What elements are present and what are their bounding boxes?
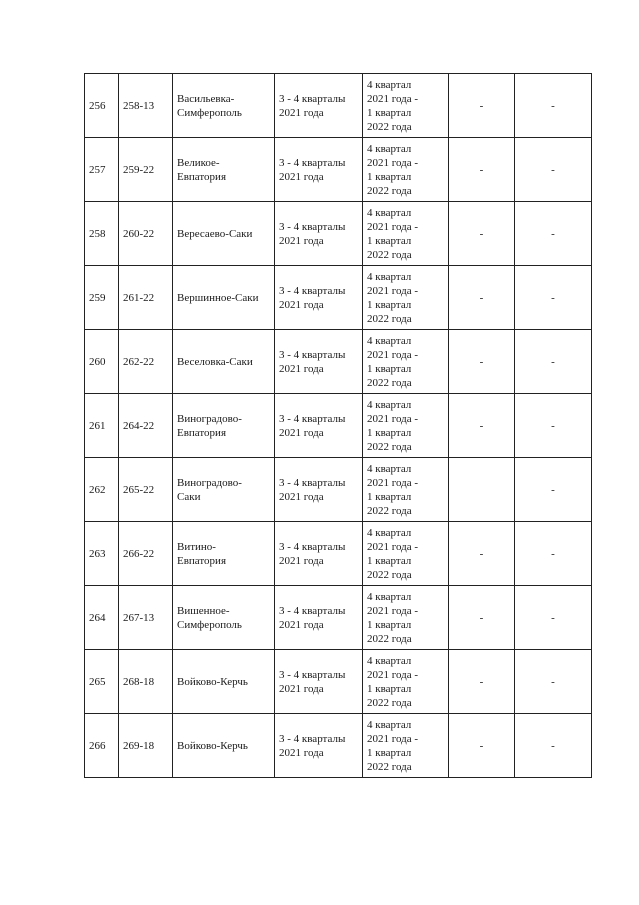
route-code: 259-22: [119, 138, 173, 202]
column-a-value: -: [449, 74, 515, 138]
table-row: [85, 74, 592, 138]
column-a-value: -: [449, 714, 515, 778]
route-name: Войково-Керчь: [173, 650, 275, 714]
column-b-value: -: [515, 650, 592, 714]
column-b-value: -: [515, 202, 592, 266]
column-b-value: -: [515, 74, 592, 138]
start-period: 3 - 4 кварталы 2021 года: [275, 138, 363, 202]
row-number: 260: [85, 330, 119, 394]
route-name: Войково-Керчь: [173, 714, 275, 778]
column-b-value: -: [515, 522, 592, 586]
table-row: [85, 650, 592, 714]
column-a-value: -: [449, 330, 515, 394]
table-row: [85, 138, 592, 202]
end-period: 4 квартал 2021 года - 1 квартал 2022 года: [363, 586, 449, 650]
row-number: 257: [85, 138, 119, 202]
column-b-value: -: [515, 330, 592, 394]
table-row: [85, 522, 592, 586]
row-number: 258: [85, 202, 119, 266]
start-period: 3 - 4 кварталы 2021 года: [275, 74, 363, 138]
table-row: [85, 458, 592, 522]
end-period: 4 квартал 2021 года - 1 квартал 2022 года: [363, 394, 449, 458]
start-period: 3 - 4 кварталы 2021 года: [275, 650, 363, 714]
column-a-value: -: [449, 650, 515, 714]
column-b-value: -: [515, 138, 592, 202]
column-b-value: -: [515, 586, 592, 650]
start-period: 3 - 4 кварталы 2021 года: [275, 330, 363, 394]
start-period: 3 - 4 кварталы 2021 года: [275, 586, 363, 650]
end-period: 4 квартал 2021 года - 1 квартал 2022 года: [363, 650, 449, 714]
row-number: 264: [85, 586, 119, 650]
row-number: 263: [85, 522, 119, 586]
table-row: [85, 266, 592, 330]
end-period: 4 квартал 2021 года - 1 квартал 2022 года: [363, 522, 449, 586]
route-code: 258-13: [119, 74, 173, 138]
row-number: 266: [85, 714, 119, 778]
column-a-value: -: [449, 266, 515, 330]
column-b-value: -: [515, 458, 592, 522]
start-period: 3 - 4 кварталы 2021 года: [275, 714, 363, 778]
route-code: 267-13: [119, 586, 173, 650]
route-name: Вишенное- Симферополь: [173, 586, 275, 650]
route-code: 260-22: [119, 202, 173, 266]
column-a-value: -: [449, 586, 515, 650]
route-code: 262-22: [119, 330, 173, 394]
route-code: 266-22: [119, 522, 173, 586]
route-name: Вересаево-Саки: [173, 202, 275, 266]
end-period: 4 квартал 2021 года - 1 квартал 2022 года: [363, 458, 449, 522]
start-period: 3 - 4 кварталы 2021 года: [275, 202, 363, 266]
table-row: [85, 394, 592, 458]
table-row: [85, 330, 592, 394]
column-a-value: -: [449, 202, 515, 266]
start-period: 3 - 4 кварталы 2021 года: [275, 522, 363, 586]
route-name: Веселовка-Саки: [173, 330, 275, 394]
row-number: 265: [85, 650, 119, 714]
route-name: Виноградово- Саки: [173, 458, 275, 522]
end-period: 4 квартал 2021 года - 1 квартал 2022 года: [363, 74, 449, 138]
column-a-value: -: [449, 394, 515, 458]
start-period: 3 - 4 кварталы 2021 года: [275, 394, 363, 458]
row-number: 256: [85, 74, 119, 138]
start-period: 3 - 4 кварталы 2021 года: [275, 266, 363, 330]
route-code: 265-22: [119, 458, 173, 522]
table-row: [85, 714, 592, 778]
route-code: 264-22: [119, 394, 173, 458]
row-number: 261: [85, 394, 119, 458]
column-b-value: -: [515, 714, 592, 778]
start-period: 3 - 4 кварталы 2021 года: [275, 458, 363, 522]
column-a-value: [449, 458, 515, 522]
route-name: Великое- Евпатория: [173, 138, 275, 202]
end-period: 4 квартал 2021 года - 1 квартал 2022 года: [363, 138, 449, 202]
end-period: 4 квартал 2021 года - 1 квартал 2022 года: [363, 202, 449, 266]
routes-table: [84, 73, 592, 778]
route-name: Васильевка- Симферополь: [173, 74, 275, 138]
end-period: 4 квартал 2021 года - 1 квартал 2022 года: [363, 330, 449, 394]
route-name: Вершинное-Саки: [173, 266, 275, 330]
column-b-value: -: [515, 394, 592, 458]
row-number: 262: [85, 458, 119, 522]
route-code: 269-18: [119, 714, 173, 778]
column-a-value: -: [449, 138, 515, 202]
route-code: 268-18: [119, 650, 173, 714]
end-period: 4 квартал 2021 года - 1 квартал 2022 года: [363, 714, 449, 778]
route-name: Виноградово- Евпатория: [173, 394, 275, 458]
column-a-value: -: [449, 522, 515, 586]
row-number: 259: [85, 266, 119, 330]
table-row: [85, 202, 592, 266]
end-period: 4 квартал 2021 года - 1 квартал 2022 года: [363, 266, 449, 330]
table-row: [85, 586, 592, 650]
route-code: 261-22: [119, 266, 173, 330]
column-b-value: -: [515, 266, 592, 330]
route-name: Витино- Евпатория: [173, 522, 275, 586]
